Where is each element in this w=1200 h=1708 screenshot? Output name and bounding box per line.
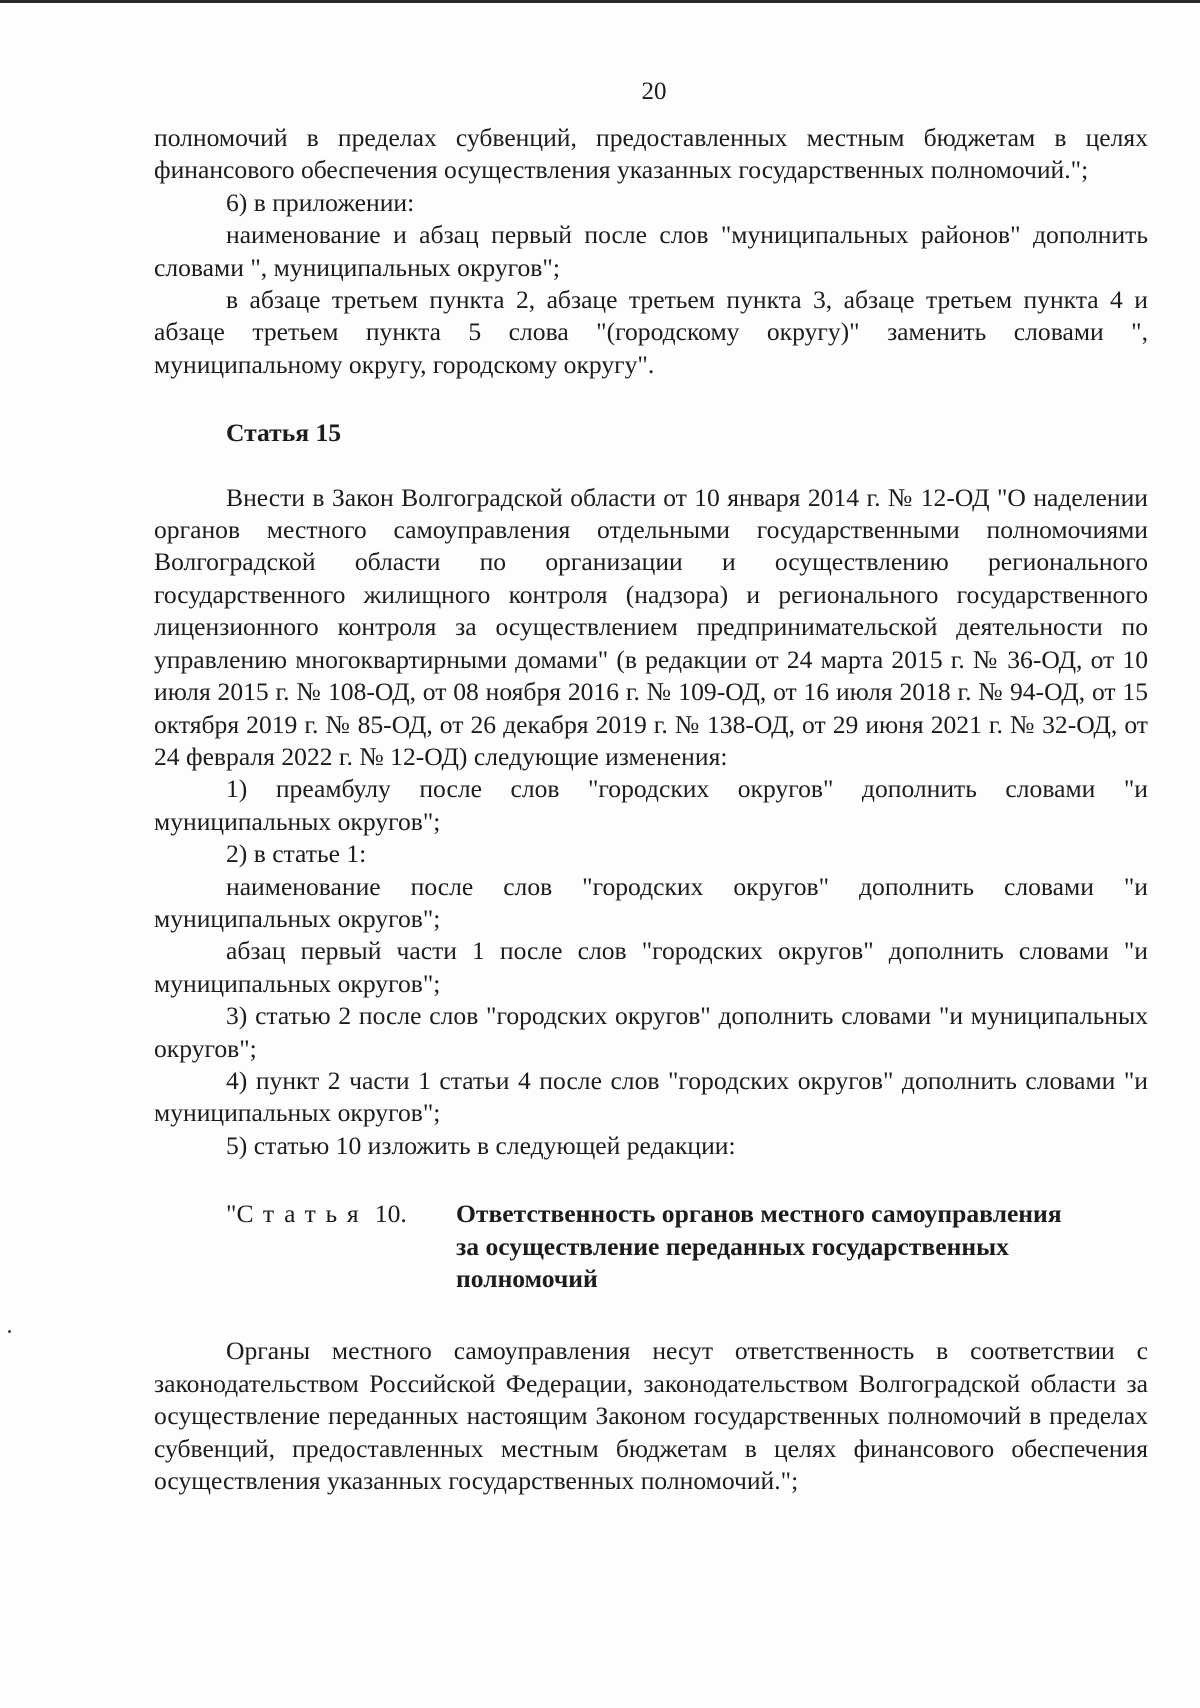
document-body [154, 122, 1148, 1497]
scan-speck [8, 1330, 11, 1333]
paragraph: в абзаце третьем пункта 2, абзаце третьем пункта 3, абзаце третьем пункта 4 и абзаце третьем пункта 5 слова "(городскому округу)" заменить словами ", муниципальному округу, городскому округу". [154, 285, 1148, 379]
page-number: 20 [641, 78, 667, 105]
amendment-item: 2) в статье 1: [226, 839, 367, 869]
amendment-item: 5) статью 10 изложить в следующей редакции: [226, 1130, 736, 1160]
article-10-label: "Статья 10. [226, 1199, 407, 1229]
paragraph: 6) в приложении: [226, 187, 415, 217]
paragraph: наименование и абзац первый после слов "муниципальных районов" дополнить словами ", муниципальных округов"; [154, 220, 1148, 282]
article-10-heading [154, 1198, 1148, 1295]
article-heading: Статья 15 [226, 418, 342, 448]
amendment-item: абзац первый части 1 после слов "городских округов" дополнить словами "и муниципальных округов"; [154, 936, 1148, 998]
amendment-item: 4) пункт 2 части 1 статьи 4 после слов "городских округов" дополнить словами "и муниципальных округов"; [154, 1065, 1148, 1128]
paragraph: полномочий в пределах субвенций, предоставленных местным бюджетам в целях финансового обеспечения осуществления указанных государственных полномочий."; [154, 123, 1148, 185]
amendment-item: наименование после слов "городских округов" дополнить словами "и муниципальных округов"; [154, 871, 1148, 933]
article-10-title: Ответственность органов местного самоуправления за осуществление переданных государственных полномочий [456, 1199, 1062, 1293]
article-number: 10. [374, 1199, 407, 1229]
amendment-item: 1) преамбулу после слов "городских округов" дополнить словами "и муниципальных округов"; [154, 774, 1148, 836]
article-intro: Внести в Закон Волгоградской области от 10 января 2014 г. № 12-ОД "О наделении органов местного самоуправления отдельными государственными полномочиями Волгоградской области по организации и осуществлению регионального государственного жилищного контроля (надзора) и регионального государственного лицензионного контроля за осуществлением предпринимательской деятельности по управлению многоквартирными домами" (в редакции от 24 марта 2015 г. № 36-ОД, от 10 июля 2015 г. № 108-ОД, от 08 ноября 2016 г. № 109-ОД, от 16 июля 2018 г. № 94-ОД, от 15 октября 2019 г. № 85-ОД, от 26 декабря 2019 г. № 138-ОД, от 29 июня 2021 г. № 32-ОД, от 24 февраля 2022 г. № 12-ОД) следующие изменения: [154, 482, 1148, 771]
amendment-item: 3) статью 2 после слов "городских округов" дополнить словами "и муниципальных округов"; [154, 1001, 1148, 1063]
article-10-body: Органы местного самоуправления несут ответственность в соответствии с законодательством Российской Федерации, законодательством Волгоградской области за осуществление переданных настоящим Законом государственных полномочий в пределах субвенций, предоставленных местным бюджетам в целях финансового обеспечения осуществления указанных государственных полномочий."; [154, 1336, 1148, 1496]
scan-top-edge [0, 0, 1200, 3]
article-word: Статья [236, 1199, 369, 1229]
